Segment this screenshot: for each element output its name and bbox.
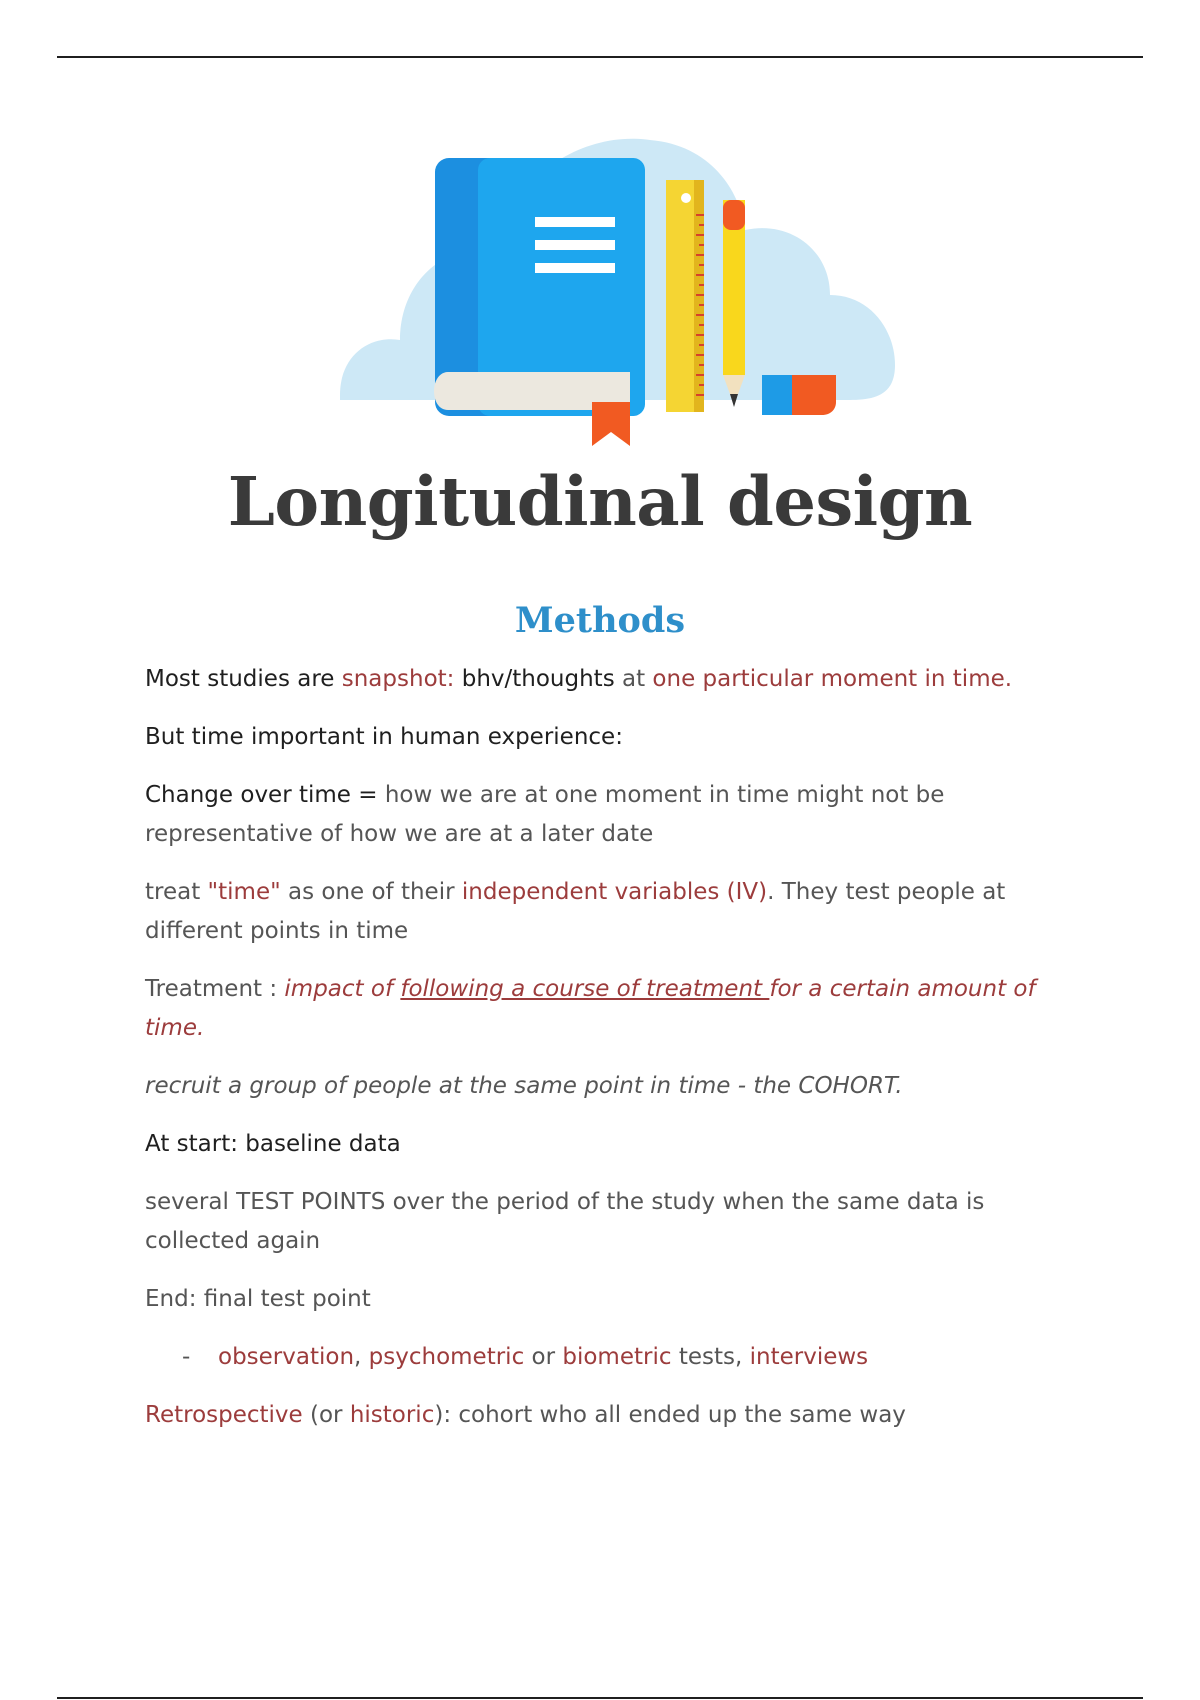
book-icon — [434, 158, 645, 416]
paragraph-snapshot: Most studies are snapshot: bhv/thoughts at one particular moment in time. — [145, 666, 1013, 692]
stationery-illustration — [330, 120, 910, 460]
paragraph-treatment: Treatment : impact of following a course of treatment for a certain amount of time. — [145, 976, 1036, 1041]
section-heading: Methods — [514, 600, 686, 641]
page-title: Longitudinal design — [227, 462, 973, 541]
paragraph-time-as-iv: treat "time" as one of their independent variables (IV). They test people at different points in time — [145, 879, 1006, 944]
eraser-icon — [762, 375, 836, 415]
paragraph-cohort: recruit a group of people at the same point in time - the COHORT. — [145, 1073, 903, 1099]
pencil-icon — [723, 200, 745, 407]
paragraph-end: End: final test point — [145, 1286, 371, 1312]
bottom-rule — [57, 1697, 1143, 1699]
bookmark-icon — [592, 402, 630, 446]
paragraph-retrospective: Retrospective (or historic): cohort who all ended up the same way — [145, 1402, 906, 1428]
ruler-icon — [666, 180, 704, 412]
paragraph-test-points: several TEST POINTS over the period of the study when the same data is collected again — [145, 1189, 985, 1254]
paragraph-baseline: At start: baseline data — [145, 1131, 401, 1157]
paragraph-change-over-time: Change over time = how we are at one moment in time might not be representative of how we are at a later date — [145, 782, 945, 847]
top-rule — [57, 56, 1143, 58]
bullet-dash: - — [182, 1344, 191, 1370]
list-item-methods: - observation, psychometric or biometric tests, interviews — [145, 1338, 1075, 1377]
notes-body — [145, 660, 1075, 1454]
paragraph-time-important: But time important in human experience: — [145, 724, 623, 750]
